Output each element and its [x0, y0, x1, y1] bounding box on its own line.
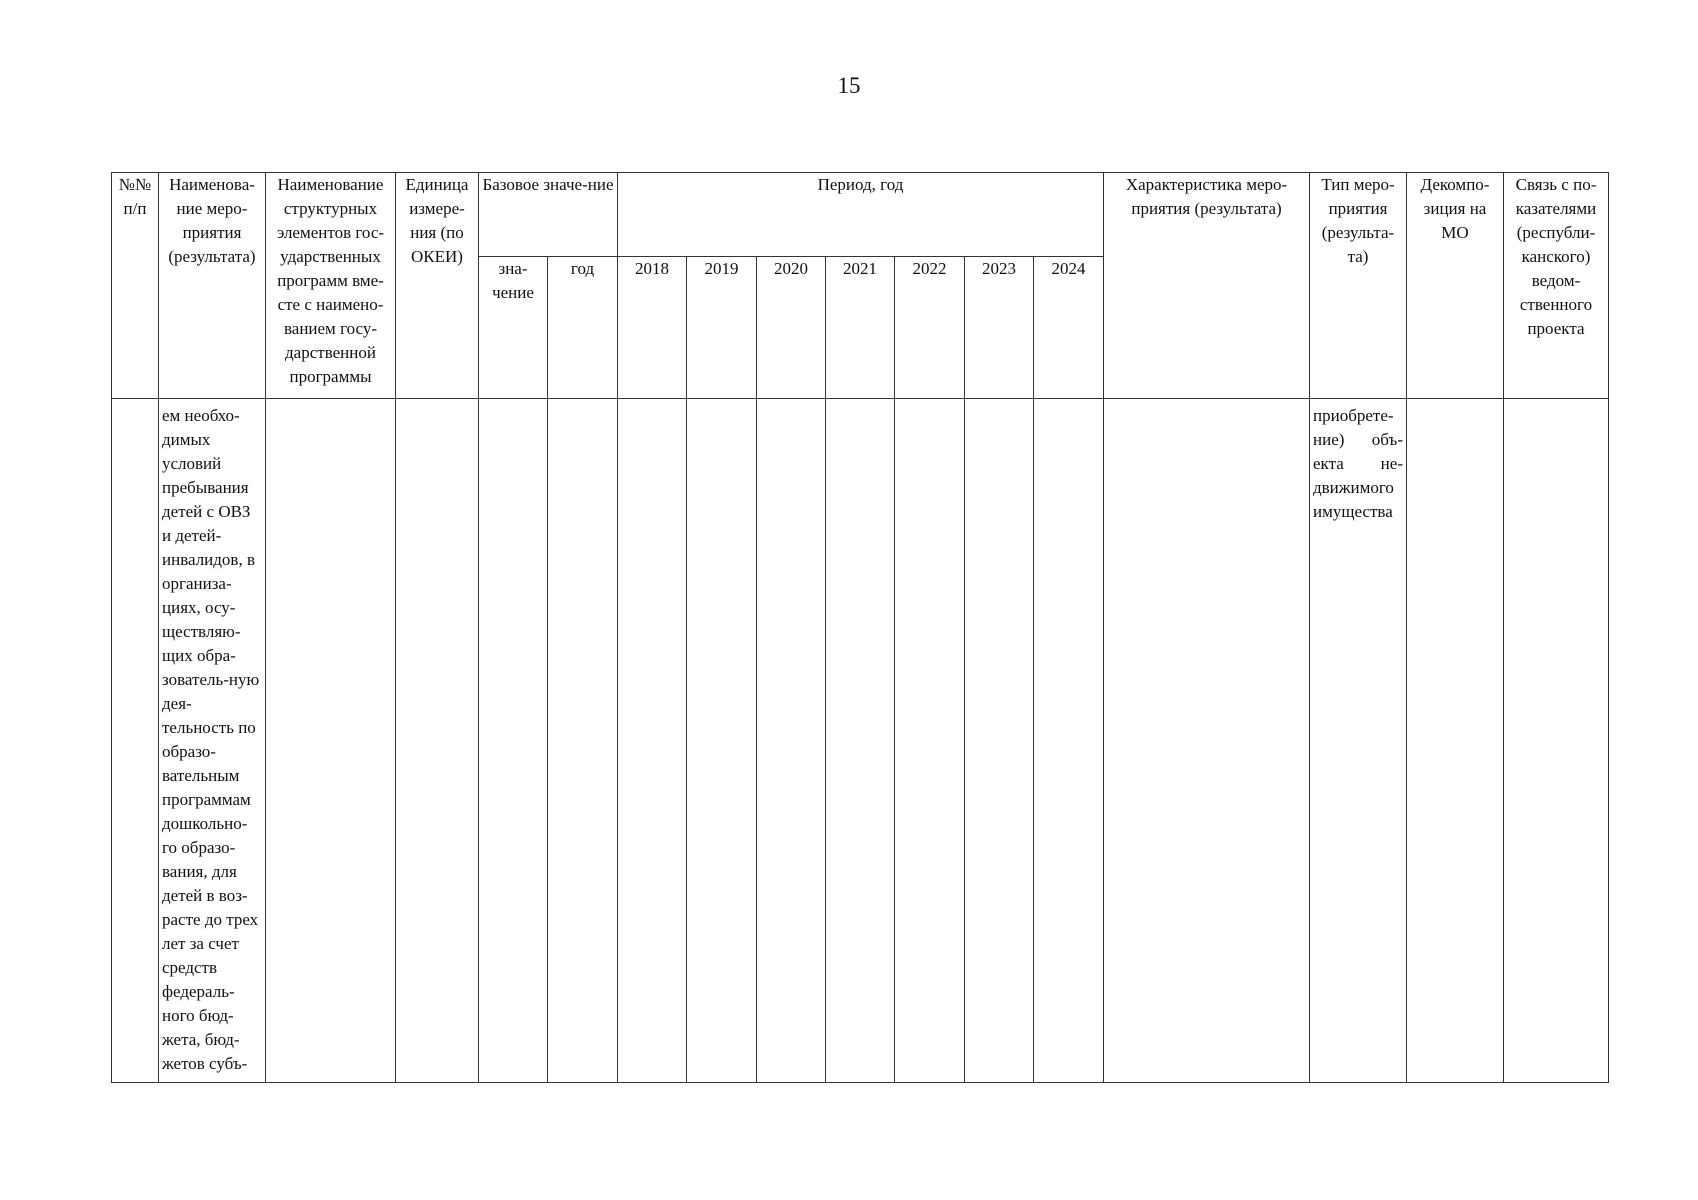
header-decomposition: Декомпо-зиция на МО [1407, 173, 1504, 399]
table-row [112, 399, 1609, 1083]
cell-2024 [1034, 399, 1104, 1083]
cell-event-type: приобрете-ние) объ-екта не-движимого имущества [1310, 399, 1407, 1083]
cell-2020 [757, 399, 826, 1083]
cell-base-year [548, 399, 618, 1083]
cell-event-name: ем необхо-димых условий пребывания детей с ОВЗ и детей-инвалидов, в организа-циях, осу-ществляю-щих обра-зователь-ную дея-тельность по образо-вательным программам дошкольно-го образо-вания, для детей в воз-расте до трех лет за счет средств федераль-ного бюд-жета, бюд-жетов субъ- [159, 399, 266, 1083]
cell-2019 [687, 399, 757, 1083]
header-year-2019: 2019 [687, 257, 757, 399]
header-year-2022: 2022 [895, 257, 965, 399]
header-unit: Единица измере-ния (по ОКЕИ) [396, 173, 479, 399]
header-year-2024: 2024 [1034, 257, 1104, 399]
cell-num [112, 399, 159, 1083]
header-year-2020: 2020 [757, 257, 826, 399]
header-characteristic: Характеристика меро-приятия (результата) [1104, 173, 1310, 399]
header-year-2018: 2018 [618, 257, 687, 399]
cell-unit [396, 399, 479, 1083]
cell-2018 [618, 399, 687, 1083]
cell-2021 [826, 399, 895, 1083]
cell-base-value [479, 399, 548, 1083]
header-period: Период, год [618, 173, 1104, 257]
cell-project-link [1504, 399, 1609, 1083]
cell-characteristic [1104, 399, 1310, 1083]
cell-2023 [965, 399, 1034, 1083]
header-base-value-value: зна-чение [479, 257, 548, 399]
header-structural-elements: Наименование структурных элементов гос-ударственных программ вме-сте с наимено-ванием госу-дарственной программы [266, 173, 396, 399]
header-event-type: Тип меро-приятия (результа-та) [1310, 173, 1407, 399]
header-base-value-year: год [548, 257, 618, 399]
header-base-value: Базовое значе-ние [479, 173, 618, 257]
header-event-name: Наименова-ние меро-приятия (результата) [159, 173, 266, 399]
cell-decomposition [1407, 399, 1504, 1083]
page-number: 15 [837, 73, 861, 98]
header-row [112, 173, 1609, 257]
header-project-link: Связь с по-казателями (республи-канского) ведом-ственного проекта [1504, 173, 1609, 399]
header-year-2021: 2021 [826, 257, 895, 399]
cell-structural-elements [266, 399, 396, 1083]
header-num: №№ п/п [112, 173, 159, 399]
cell-2022 [895, 399, 965, 1083]
program-table [111, 172, 1609, 1083]
header-year-2023: 2023 [965, 257, 1034, 399]
